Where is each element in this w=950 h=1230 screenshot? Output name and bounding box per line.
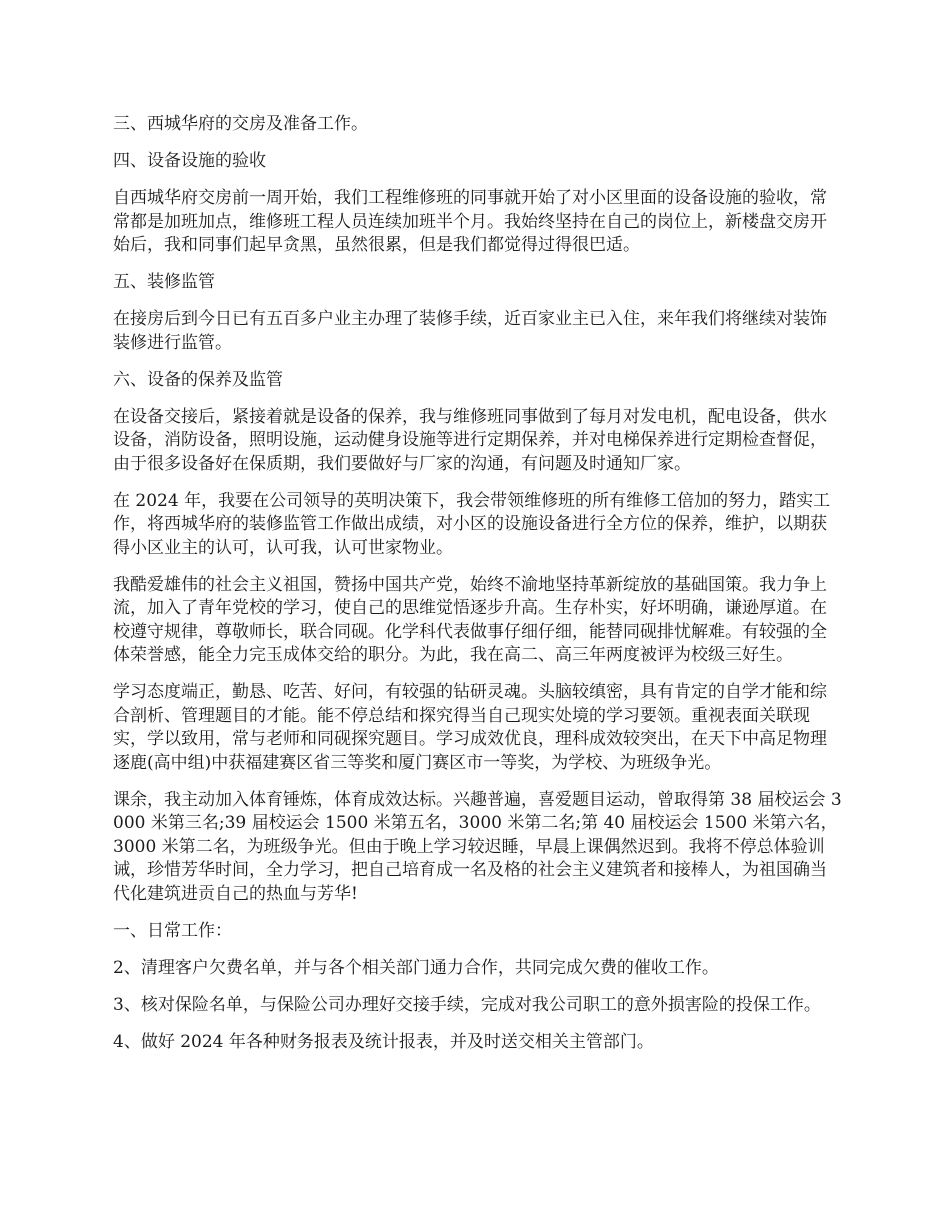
paragraph-character: 我酷爱雄伟的社会主义祖国，赞扬中国共产党，始终不渝地坚持革新绽放的基础国策。我力争上流，加入了青年党校的学习，使自己的思维觉悟逐步升高。生存朴实，好坏明确，谦逊厚道。在校遵守规律，尊敬师长，联合同砚。化学科代表做事仔细仔细，能替同砚排忧解难。有较强的全体荣誉感，能全力完玉成体交给的职分。为此，我在高二、高三年两度被评为校级三好生。	[113, 574, 827, 665]
document-body	[113, 113, 843, 1068]
list-item-arrears: 2、清理客户欠费名单，并与各个相关部门通力合作，共同完成欠费的催收工作。	[113, 957, 719, 978]
section-heading-daily-work: 一、日常工作：	[113, 920, 232, 941]
section-heading-handover: 三、西城华府的交房及准备工作。	[113, 114, 368, 134]
paragraph-plan-2024: 在 2024 年，我要在公司领导的英明决策下，我会带领维修班的所有维修工倍加的努力，踏实工作，将西城华府的装修监管工作做出成绩，对小区的设施设备进行全方位的保养，维护，以期获得小区业主的认可，认可我，认可世家物业。	[113, 490, 831, 558]
paragraph-maintenance: 在设备交接后，紧接着就是设备的保养，我与维修班同事做到了每月对发电机，配电设备，供水设备，消防设备，照明设施，运动健身设施等进行定期保养，并对电梯保养进行定期检查督促，由于很多设备好在保质期，我们要做好与厂家的沟通，有问题及时通知厂家。	[113, 406, 827, 474]
paragraph-study: 学习态度端正，勤恳、吃苦、好问，有较强的钻研灵魂。头脑较缜密，具有肯定的自学才能和综合剖析、管理题目的才能。能不停总结和探究得当自己现实处境的学习要领。重视表面关联现实，学以致用，常与老师和同砚探究题目。学习成效优良，理科成效较突出，在天下中高足物理逐鹿(高中组)中获福建赛区省三等奖和厦门赛区市一等奖，为学校、为班级争光。	[113, 682, 827, 773]
section-heading-maintenance: 六、设备的保养及监管	[113, 369, 283, 390]
section-heading-renovation: 五、装修监管	[113, 272, 215, 292]
section-heading-acceptance: 四、设备设施的验收	[113, 151, 266, 171]
list-item-insurance: 3、核对保险名单，与保险公司办理好交接手续，完成对我公司职工的意外损害险的投保工作。	[113, 994, 821, 1015]
paragraph-acceptance: 自西城华府交房前一周开始，我们工程维修班的同事就开始了对小区里面的设备设施的验收，常常都是加班加点，维修班工程人员连续加班半个月。我始终坚持在自己的岗位上，新楼盘交房开始后，我和同事们起早贪黑，虽然很累，但是我们都觉得过得很巴适。	[113, 188, 827, 255]
list-item-reports: 4、做好 2024 年各种财务报表及统计报表，并及时送交相关主管部门。	[113, 1031, 654, 1052]
paragraph-sports: 课余，我主动加入体育锤炼，体育成效达标。兴趣普遍，喜爱题目运动，曾取得第 38 届校运会 3000 米第三名;39 届校运会 1500 米第五名，3000 米第二名;第 40 届校运会 1500 米第六名，3000 米第二名，为班级争光。但由于晚上学习较迟睡，早晨上课偶然迟到。我将不停总体验训诫，珍惜芳华时间，全力学习，把自己培育成一名及格的社会主义建筑者和接棒人，为祖国确当代化建筑进贡自己的热血与芳华!	[113, 789, 842, 904]
paragraph-renovation: 在接房后到今日已有五百多户业主办理了装修手续，近百家业主已入住，来年我们将继续对装饰装修进行监管。	[113, 309, 827, 353]
